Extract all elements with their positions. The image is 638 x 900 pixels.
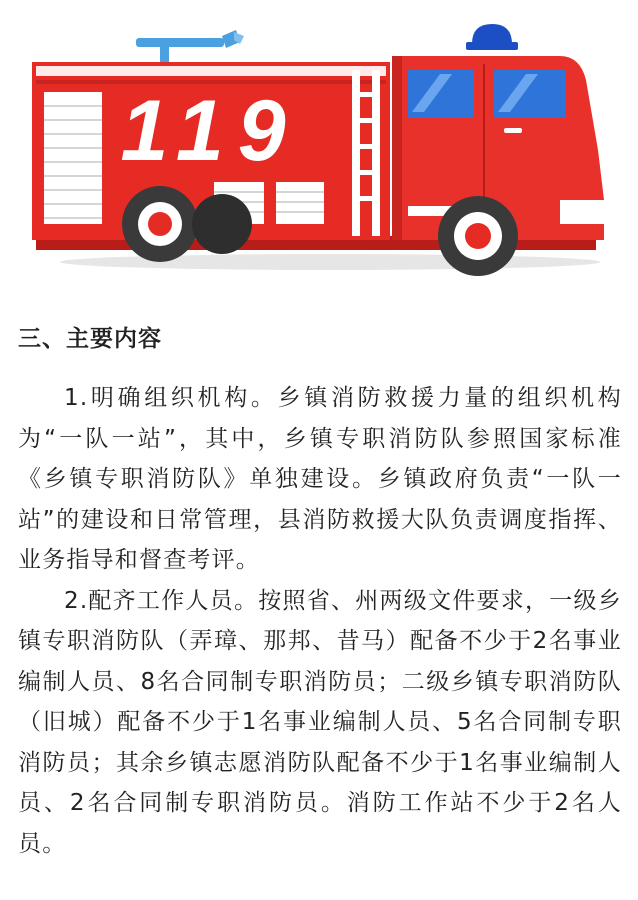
paragraph-organization: 1.明确组织机构。乡镇消防救援力量的组织机构为“一队一站”，其中，乡镇专职消防队参照国家标准《乡镇专职消防队》单独建设。乡镇政府负责“一队一站”的建设和日常管理，县消防救援大队负责调度指挥、业务指导和督查考评。 [18, 385, 622, 573]
truck-number-label: 119 [120, 83, 300, 179]
water-cannon-icon [136, 30, 244, 62]
paragraph-staffing: 2.配齐工作人员。按照省、州两级文件要求，一级乡镇专职消防队（弄璋、那邦、昔马）配备不少于2名事业编制人员、8名合同制专职消防员；二级乡镇专职消防队（旧城）配备不少于1名事业编制人员、5名合同制专职消防员；其余乡镇志愿消防队配备不少于1名事业编制人员、2名合同制专职消防员。消防工作站不少于2名人员。 [18, 587, 622, 857]
fire-truck-illustration [0, 0, 638, 300]
middle-wheel-icon [192, 194, 252, 254]
rear-wheel-icon [122, 186, 198, 262]
siren-icon [466, 24, 518, 50]
front-wheel-icon [438, 196, 518, 276]
article-content [18, 318, 622, 864]
section-title: 三、主要内容 [18, 326, 162, 352]
rear-shutter-panel [44, 92, 102, 224]
